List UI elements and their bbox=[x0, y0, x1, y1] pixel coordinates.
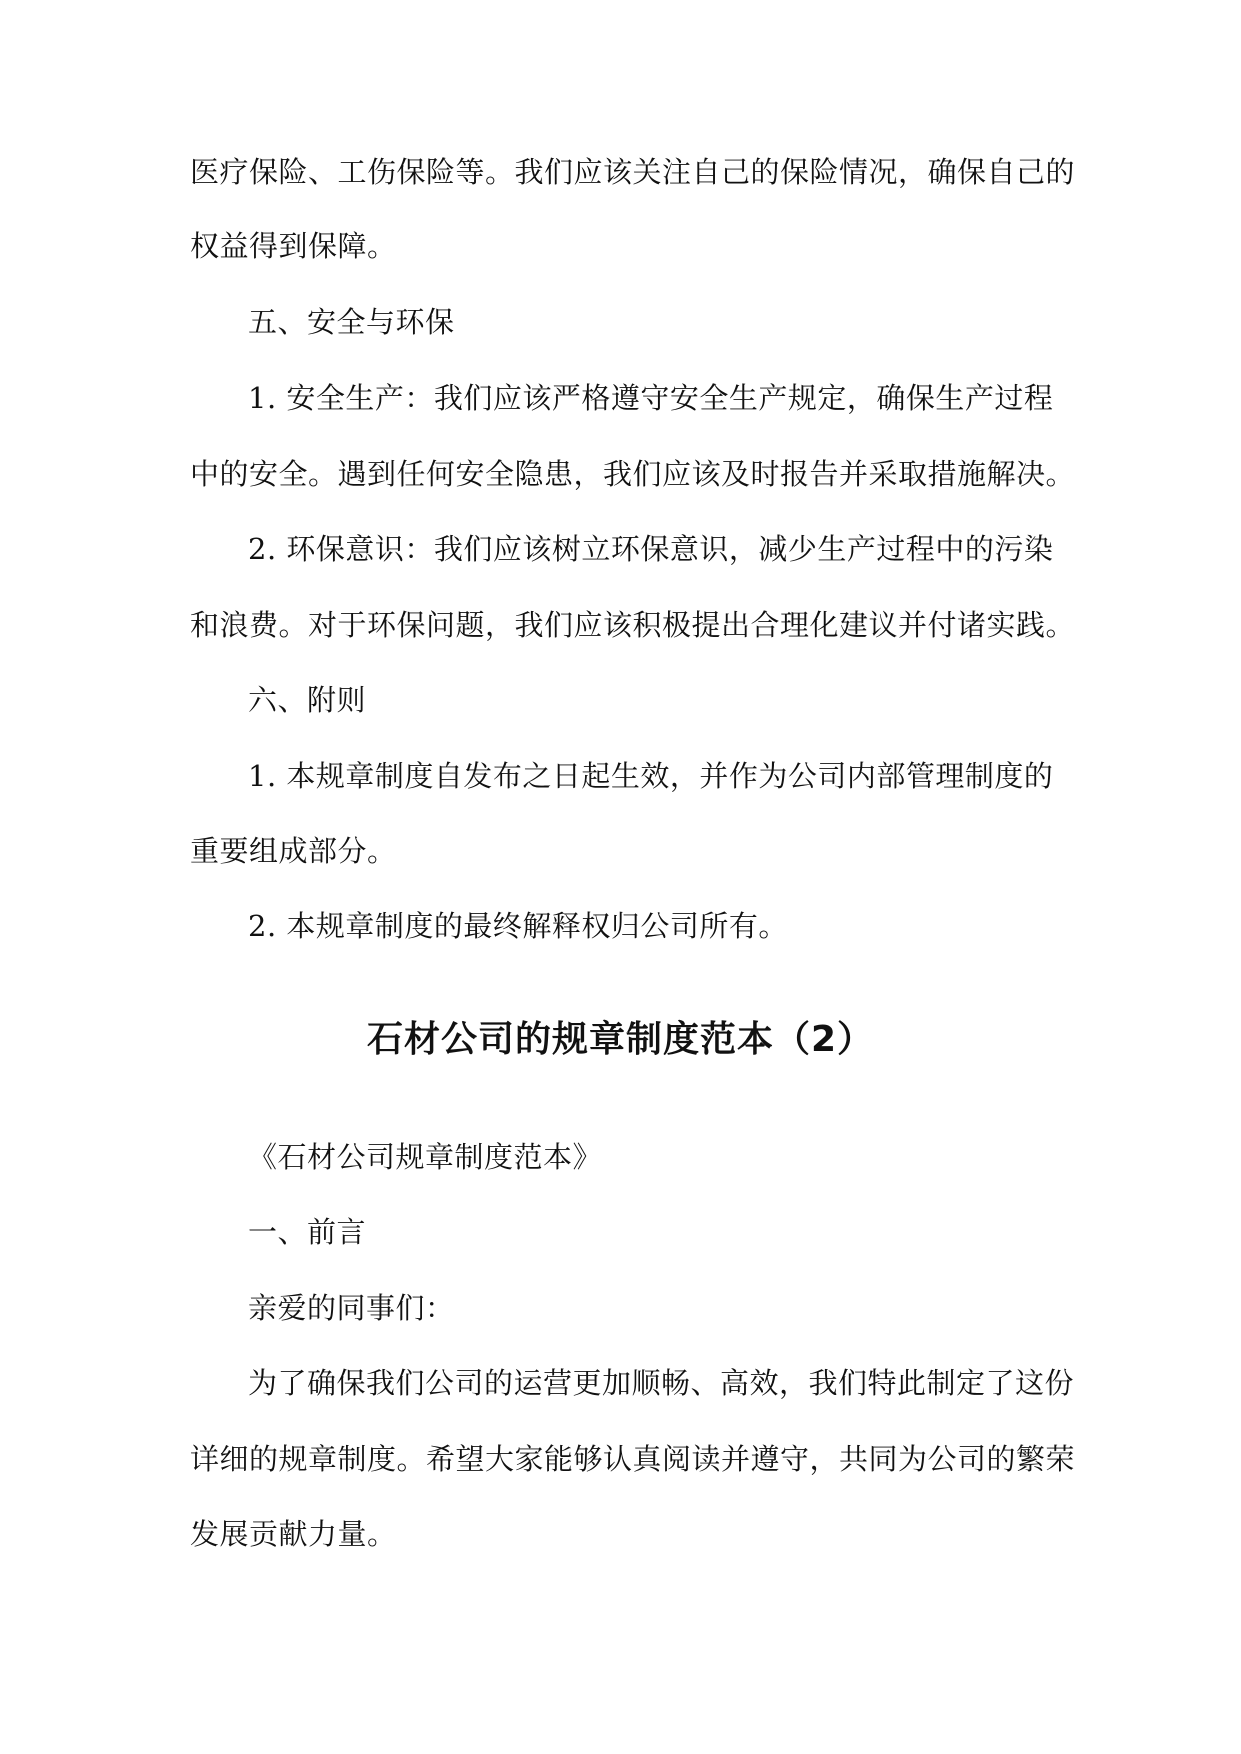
list-item: 2. 环保意识：我们应该树立环保意识，减少生产过程中的污染 bbox=[248, 532, 1054, 566]
paragraph-line: 详细的规章制度。希望大家能够认真阅读并遵守，共同为公司的繁荣 bbox=[190, 1442, 1076, 1476]
paragraph-line: 中的安全。遇到任何安全隐患，我们应该及时报告并采取措施解决。 bbox=[190, 457, 1076, 491]
list-item: 1. 安全生产：我们应该严格遵守安全生产规定，确保生产过程 bbox=[248, 381, 1054, 415]
section-heading: 一、前言 bbox=[248, 1215, 367, 1249]
section-heading: 六、附则 bbox=[248, 683, 367, 717]
paragraph-line: 和浪费。对于环保问题，我们应该积极提出合理化建议并付诸实践。 bbox=[190, 608, 1076, 642]
document-title: 石材公司的规章制度范本（2） bbox=[366, 1019, 875, 1060]
paragraph-line: 发展贡献力量。 bbox=[190, 1517, 397, 1551]
list-item: 2. 本规章制度的最终解释权归公司所有。 bbox=[248, 909, 788, 943]
document-subtitle: 《石材公司规章制度范本》 bbox=[248, 1140, 603, 1174]
salutation: 亲爱的同事们： bbox=[248, 1291, 455, 1325]
paragraph-line: 权益得到保障。 bbox=[190, 229, 397, 263]
list-item: 1. 本规章制度自发布之日起生效，并作为公司内部管理制度的 bbox=[248, 759, 1054, 793]
paragraph-line: 重要组成部分。 bbox=[190, 834, 397, 868]
paragraph-line: 医疗保险、工伤保险等。我们应该关注自己的保险情况，确保自己的 bbox=[190, 155, 1076, 189]
paragraph-line: 为了确保我们公司的运营更加顺畅、高效，我们特此制定了这份 bbox=[248, 1366, 1075, 1400]
section-heading: 五、安全与环保 bbox=[248, 305, 455, 339]
